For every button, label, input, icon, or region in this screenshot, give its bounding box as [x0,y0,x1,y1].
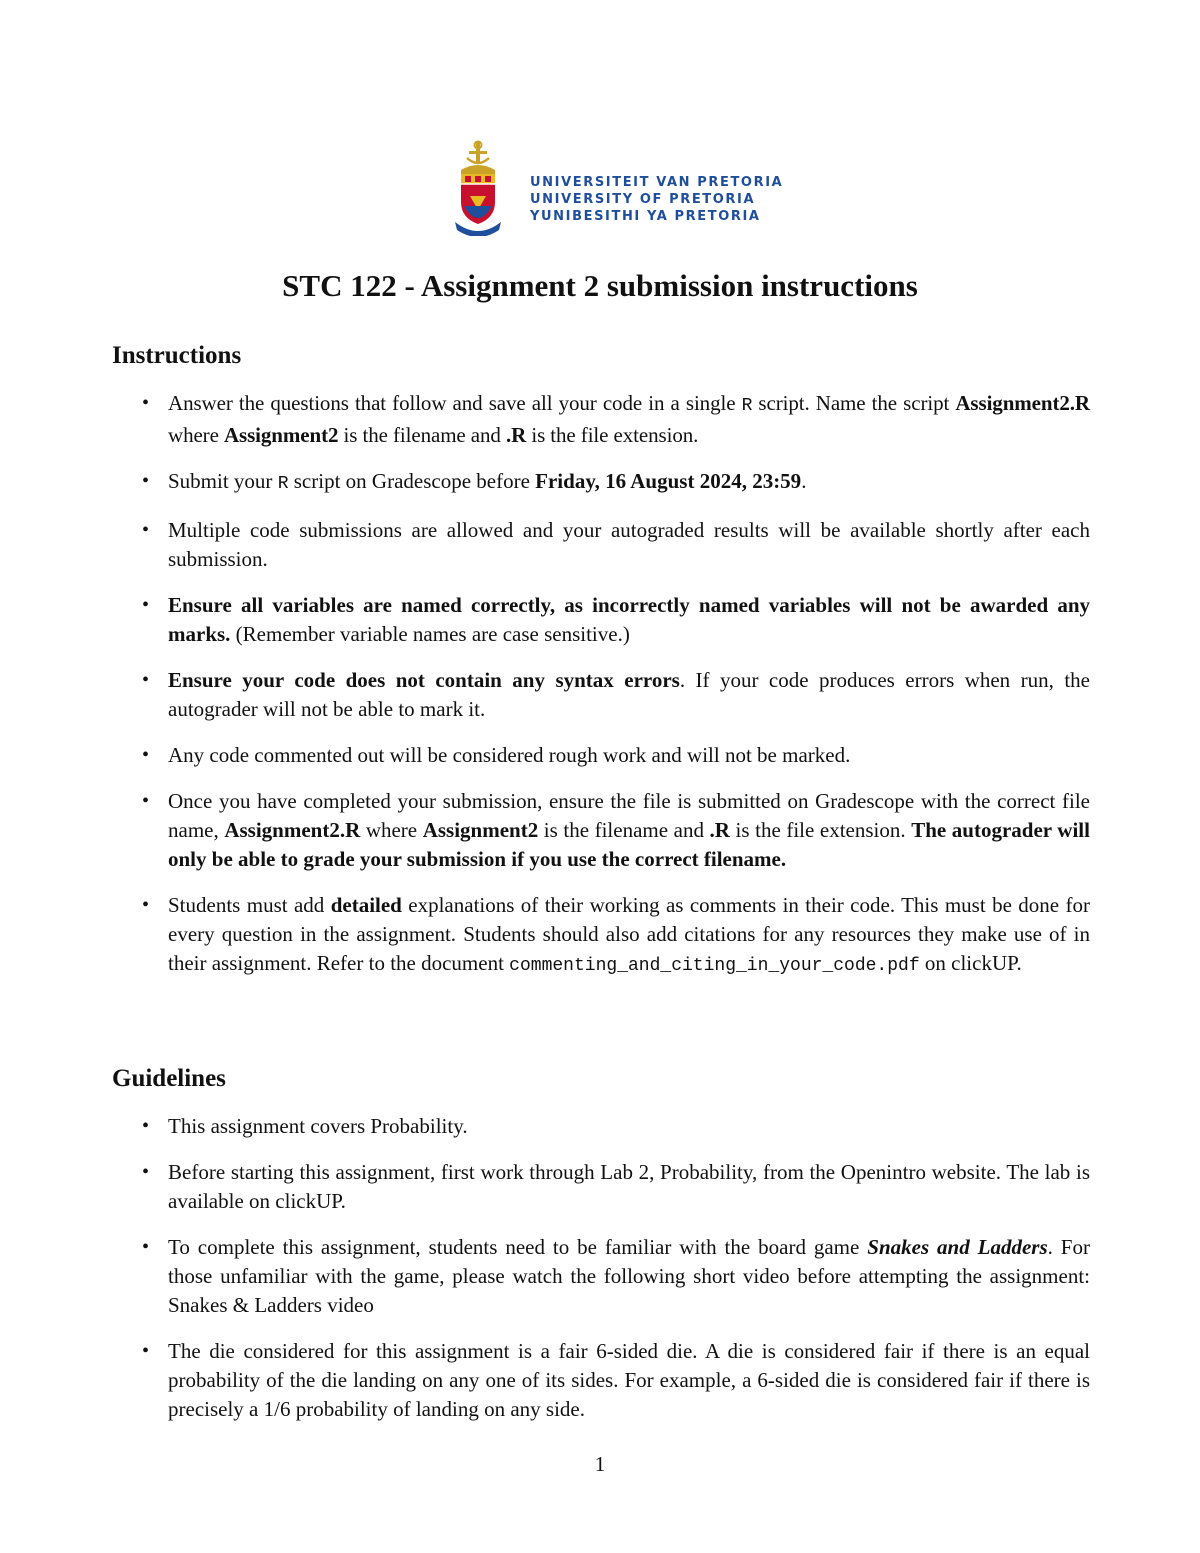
list-item: • Any code commented out will be considered rough work and will not be marked. [112,741,1090,770]
university-name [530,174,784,225]
list-item: • Submit your R script on Gradescope before Friday, 16 August 2024, 23:59. [112,467,1090,499]
list-item: • Students must add detailed explanations of their working as comments in their code. This must be done for every question in the assignment. Students should also add citations for any resources they make use of in their assignment. Refer to the document commenting_and_citing_in_your_code.pdf on clickUP. [112,891,1090,981]
list-item: • Ensure your code does not contain any syntax errors. If your code produces errors when run, the autograder will not be able to mark it. [112,666,1090,724]
guidelines-heading: Guidelines [112,1065,226,1092]
instructions-heading: Instructions [112,342,242,369]
list-item: • Once you have completed your submission, ensure the file is submitted on Gradescope with the correct file name, Assignment2.R where Assignment2 is the filename and .R is the file extension. The autograder will only be able to grade your submission if you use the correct filename. [112,787,1090,874]
list-item: • Before starting this assignment, first work through Lab 2, Probability, from the Openintro website. The lab is available on clickUP. [112,1158,1090,1216]
university-name-afrikaans: UNIVERSITEIT VAN PRETORIA [530,175,784,190]
list-item: • Ensure all variables are named correctly, as incorrectly named variables will not be awarded any marks. (Remember variable names are case sensitive.) [112,591,1090,649]
university-name-sepedi: YUNIBESITHI YA PRETORIA [530,209,761,224]
page-number: 1 [594,1452,606,1476]
list-item: • This assignment covers Probability. [112,1112,1090,1141]
document-title: STC 122 - Assignment 2 submission instructions [282,268,918,303]
list-item: • Answer the questions that follow and save all your code in a single R script. Name the script Assignment2.R where Assignment2 is the filename and .R is the file extension. [112,389,1090,450]
university-crest-icon [455,140,501,236]
instructions-list [112,389,1090,998]
list-item: • The die considered for this assignment is a fair 6-sided die. A die is considered fair if there is an equal probability of the die landing on any one of its sides. For example, a 6-sided die is considered fair if there is precisely a 1/6 probability of landing on any side. [112,1337,1090,1424]
guidelines-list [112,1112,1090,1441]
university-logo [455,140,784,240]
university-name-english: UNIVERSITY OF PRETORIA [530,192,756,207]
list-item: • To complete this assignment, students need to be familiar with the board game Snakes and Ladders. For those unfamiliar with the game, please watch the following short video before attempting the assignment: Snakes & Ladders video [112,1233,1090,1320]
list-item: • Multiple code submissions are allowed and your autograded results will be available shortly after each submission. [112,516,1090,574]
